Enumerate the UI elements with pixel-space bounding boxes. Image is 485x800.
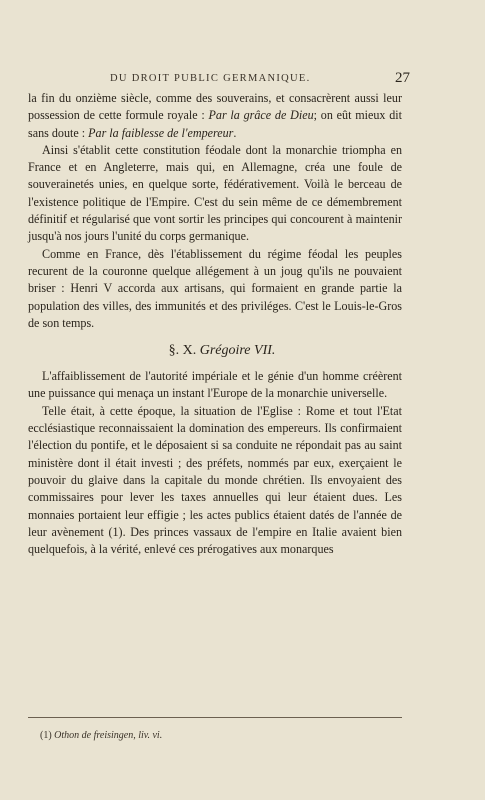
paragraph-1-text-b: ; on eût mieux dit sans doute :	[28, 108, 402, 140]
paragraph-1-text-a: la fin du onzième siècle, comme des souverains, et consacrèrent aussi leur possession de cette formule royale :	[28, 91, 402, 123]
section-heading	[28, 342, 402, 360]
paragraph-3: Comme en France, dès l'établissement du régime féodal les peuples recurent de la couronne quelque allégement à un joug qu'ils ne pouvaient briser : Henri V accorda aux artisans, qui formaient en grande partie la population des villes, des immunités et des priviléges. C'est le Louis-le-Gros de son temps.	[28, 246, 402, 330]
paragraph-1-quote-b: Par la faiblesse de l'empereur	[88, 125, 234, 140]
running-title: DU DROIT PUBLIC GERMANIQUE.	[110, 73, 311, 84]
page-header	[110, 70, 410, 89]
section-number: §. X.	[168, 343, 197, 359]
paragraph-1	[28, 90, 402, 142]
footnote-marker: (1)	[40, 730, 52, 741]
section-name: Grégoire VII.	[199, 343, 276, 359]
page-number: 27	[395, 70, 410, 86]
paragraph-1-text-c: .	[233, 125, 237, 140]
footnote-divider	[28, 717, 402, 718]
body-text	[28, 90, 402, 558]
footnote	[40, 730, 162, 741]
paragraph-2: Ainsi s'établit cette constitution féodale dont la monarchie triompha en France et en Angleterre, mais qui, en Allemagne, créa une foule de souverainetés unies, en quelque sorte, fédérativement. Voilà le berceau de l'existence politique de l'Empire. C'est du sein même de ce démembrement définitif et régularisé que vont sortir les principes qui concourent à maintenir jusqu'à nos jours l'unité du corps germanique.	[28, 142, 402, 244]
paragraph-4: L'affaiblissement de l'autorité impériale et le génie d'un homme créèrent une puissance qui menaça un instant l'Europe de la monarchie universelle.	[28, 369, 402, 401]
footnote-text: Othon de freisingen, liv. vi.	[54, 730, 163, 741]
paragraph-5: Telle était, à cette époque, la situation de l'Eglise : Rome et tout l'Etat ecclésiastique reconnaissaient la domination des empereurs. Ils confirmaient l'élection du pontife, et le déposaient si sa conduite ne répondait pas au saint ministère dont il était investi ; des préfets, nommés par eux, exerçaient le pouvoir du glaive dans la capitale du monde chrétien. Ils envoyaient des commissaires pour lever les taxes annuelles qui leur étaient dues. Les monnaies portaient leur effigie ; les actes publics étaient datés de l'année de leur avènement (1). Des princes vassaux de l'empire en Italie avaient bien quelquefois, à la vérité, enlevé ces prérogatives aux monarques	[28, 403, 402, 557]
paragraph-1-quote-a: Par la grâce de Dieu	[208, 108, 314, 123]
